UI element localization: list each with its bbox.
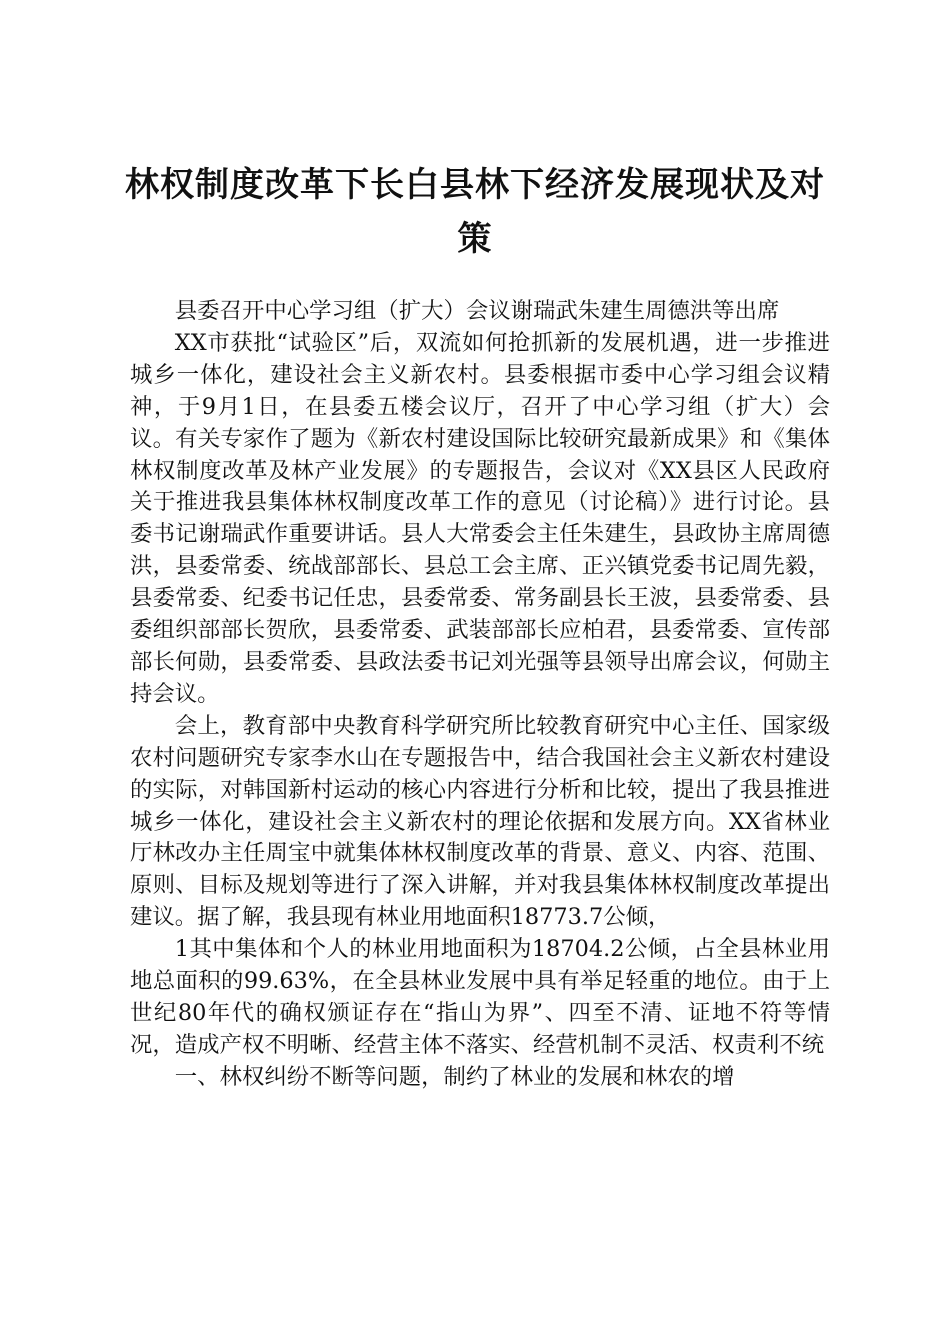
paragraph-section-one: 一、林权纠纷不断等问题，制约了林业的发展和林农的增 [174,1063,735,1090]
document-title: 林权制度改革下长白县林下经济发展现状及对策 [125,165,825,259]
paragraph-meeting-details: XX市获批“试验区”后，双流如何抢抓新的发展机遇，进一步推进城乡一体化，建设社会主义新农村。县委根据市委中心学习组会议精神，于9月1日，在县委五楼会议厅，召开了中心学习组（扩大）会议。有关专家作了题为《新农村建设国际比较研究最新成果》和《集体林权制度改革及林产业发展》的专题报告，会议对《XX县区人民政府关于推进我县集体林权制度改革工作的意见（讨论稿）》进行讨论。县委书记谢瑞武作重要讲话。县人大常委会主任朱建生，县政协主席周德洪，县委常委、统战部部长、县总工会主席、正兴镇党委书记周先毅，县委常委、纪委书记任忠，县委常委、常务副县长王波，县委常委、县委组织部部长贺欣，县委常委、武装部部长应柏君，县委常委、宣传部部长何勋，县委常委、县政法委书记刘光强等县领导出席会议，何勋主持会议。 [130,329,830,707]
paragraph-forest-land-area: 1其中集体和个人的林业用地面积为18704.2公倾，占全县林业用地总面积的99.63%，在全县林业发展中具有举足轻重的地位。由于上世纪80年代的确权颁证存在“指山为界”、四至不清、证地不符等情况，造成产权不明晰、经营主体不落实、经营机制不灵活、权责利不统 [130,936,830,1058]
document-body [130,296,830,1094]
paragraph-meeting-heading: 县委召开中心学习组（扩大）会议谢瑞武朱建生周德洪等出席 [174,298,780,324]
paragraph-expert-reports: 会上，教育部中央教育科学研究所比较教育研究中心主任、国家级农村问题研究专家李水山在专题报告中，结合我国社会主义新农村建设的实际，对韩国新村运动的核心内容进行分析和比较，提出了我县推进城乡一体化，建设社会主义新农村的理论依据和发展方向。XX省林业厅林改办主任周宝中就集体林权制度改革的背景、意义、内容、范围、原则、目标及规划等进行了深入讲解，并对我县集体林权制度改革提出建议。据了解，我县现有林业用地面积18773.7公倾， [130,712,830,931]
